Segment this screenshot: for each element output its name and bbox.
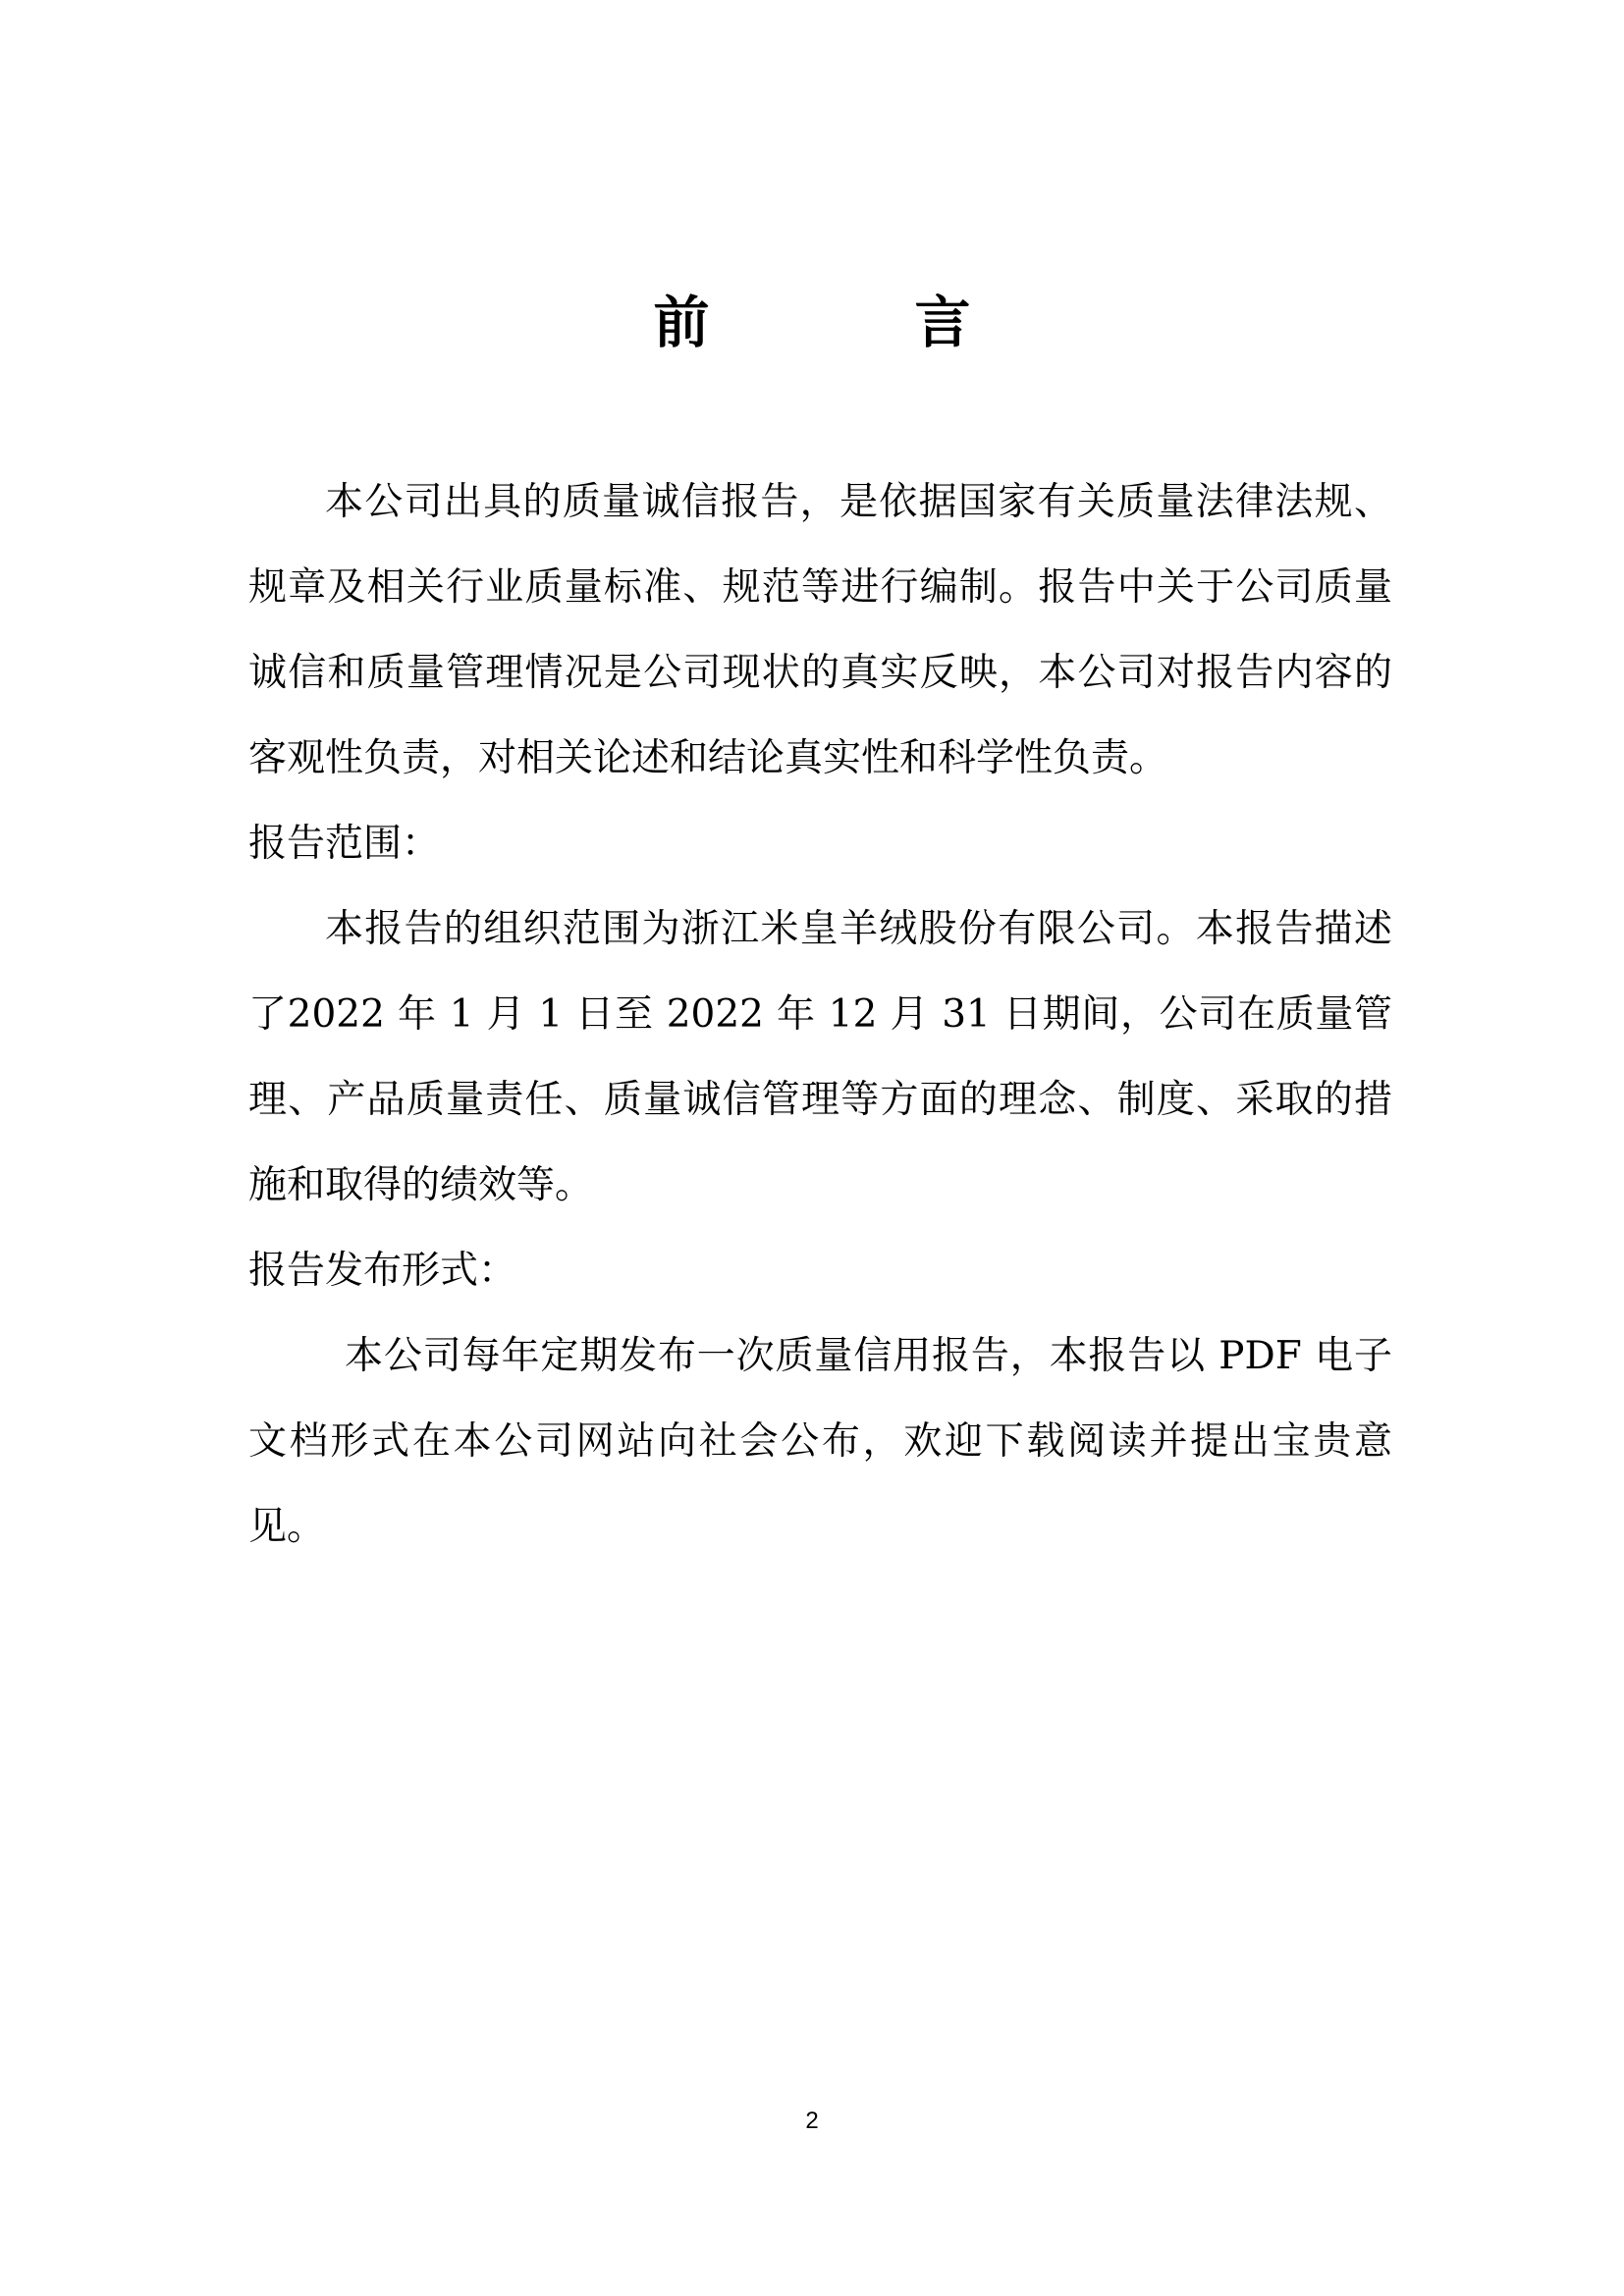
- scope-heading: 报告范围：: [248, 822, 441, 866]
- intro-paragraph: 本公司出具的质量诚信报告，是依据国家有关质量法律法规、规章及相关行业质量标准、规范等进行编制。报告中关于公司质量诚信和质量管理情况是公司现状的真实反映，本公司对报告内容的客观性负责，对相关论述和结论真实性和科学性负责。: [248, 480, 1392, 780]
- page-title: 前 言: [653, 290, 1046, 355]
- scope-paragraph: 本报告的组织范围为浙江米皇羊绒股份有限公司。本报告描述了2022 年 1 月 1 日至 2022 年 12 月 31 日期间，公司在质量管理、产品质量责任、质量诚信管理等方面的理念、制度、采取的措施和取得的绩效等。: [248, 907, 1392, 1207]
- publication-heading: 报告发布形式：: [248, 1249, 517, 1293]
- document-body: [248, 459, 1392, 1570]
- page-number: 2: [805, 2108, 819, 2134]
- publication-paragraph: 本公司每年定期发布一次质量信用报告，本报告以 PDF 电子文档形式在本公司网站向社会公布，欢迎下载阅读并提出宝贵意见。: [248, 1334, 1392, 1549]
